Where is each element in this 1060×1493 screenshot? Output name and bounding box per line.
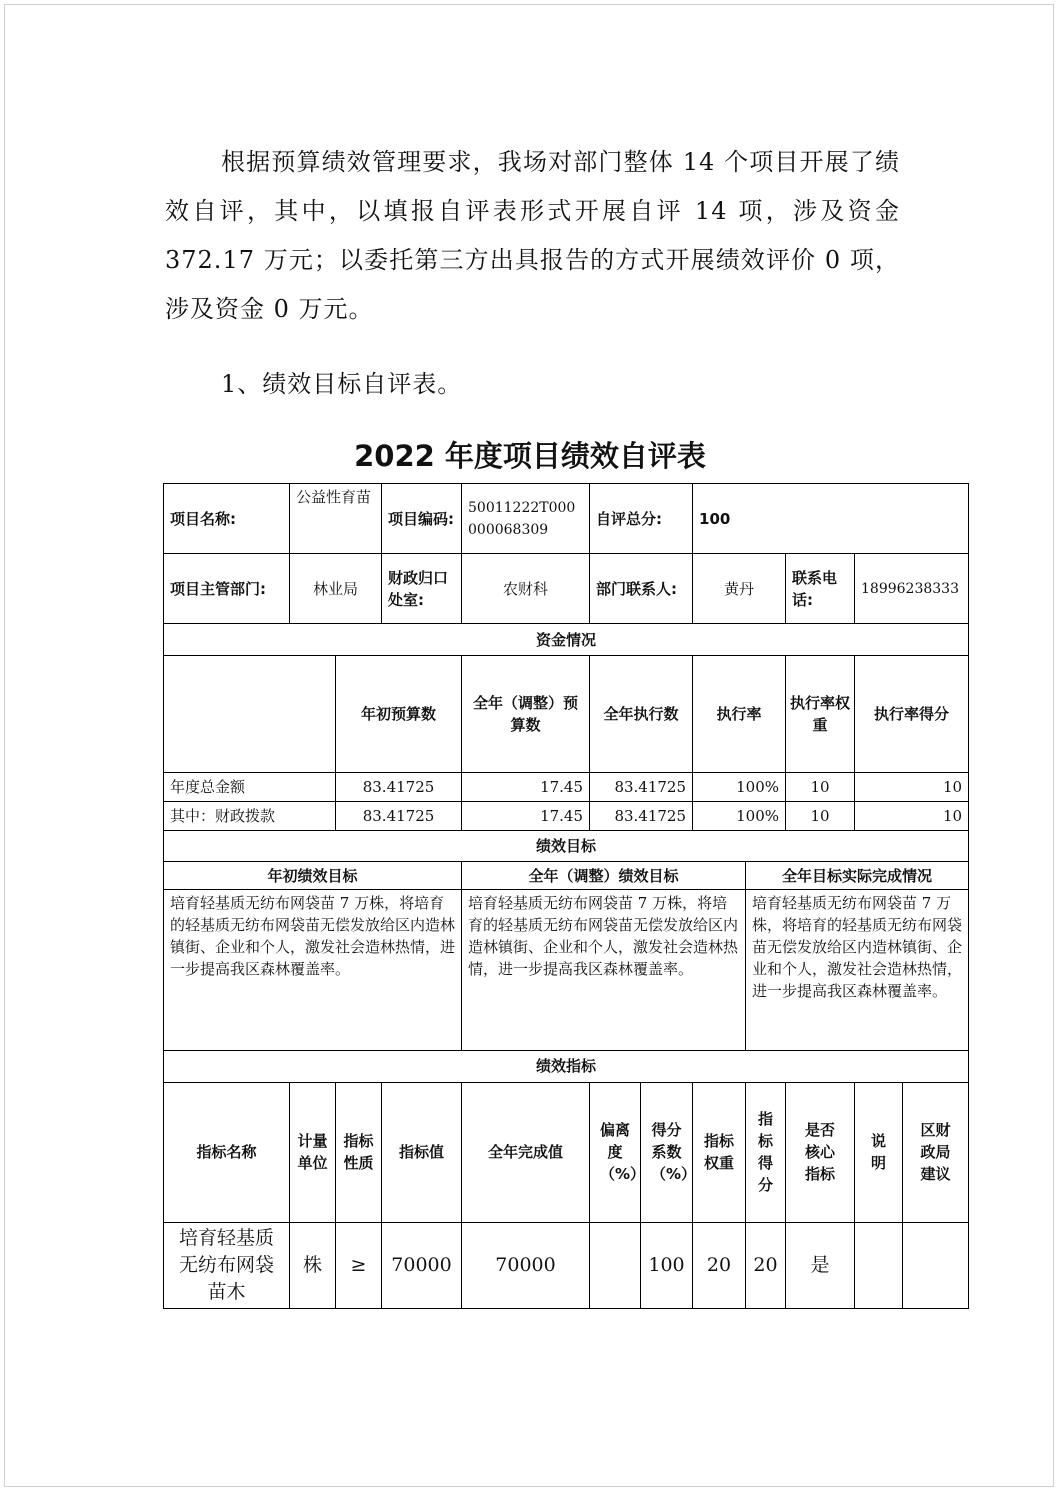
project-code-label: 项目编码: (382, 484, 462, 554)
funds-rate-value: 100% (693, 802, 786, 831)
ind-suggestion (903, 1222, 969, 1308)
intro-paragraph: 根据预算绩效管理要求，我场对部门整体 14 个项目开展了绩效自评，其中，以填报自评表形式开展自评 14 项，涉及资金 372.17 万元；以委托第三方出具报告的方式开展绩效评价 0 项，涉及资金 0 万元。 (165, 148, 900, 323)
indicators-section-title: 绩效指标 (164, 1050, 969, 1082)
ind-coef: 100 (641, 1222, 693, 1308)
funds-weight-value: 10 (786, 773, 855, 802)
ind-weight: 20 (693, 1222, 746, 1308)
funds-initial-value: 83.41725 (336, 802, 462, 831)
ind-header-suggestion: 区财政局建议 (903, 1082, 969, 1222)
ind-header-note: 说明 (855, 1082, 903, 1222)
ind-header-name: 指标名称 (164, 1082, 290, 1222)
goals-content-row (164, 890, 969, 1050)
ind-header-deviation: 偏离度（%） (590, 1082, 641, 1222)
project-row-2 (164, 554, 969, 624)
project-name-label: 项目名称: (164, 484, 290, 554)
contact-label: 部门联系人: (590, 554, 693, 624)
phone-label: 联系电话: (786, 554, 855, 624)
ind-actual: 70000 (462, 1222, 590, 1308)
dept-value: 林业局 (290, 554, 382, 624)
dept-label: 项目主管部门: (164, 554, 290, 624)
self-evaluation-table (163, 483, 969, 1309)
funds-rate-value: 100% (693, 773, 786, 802)
ind-note (855, 1222, 903, 1308)
ind-deviation (590, 1222, 641, 1308)
funds-executed-value: 83.41725 (590, 773, 693, 802)
indicators-section-row (164, 1050, 969, 1082)
self-score-value: 100 (693, 484, 969, 554)
contact-value: 黄丹 (693, 554, 786, 624)
funds-row-total (164, 773, 969, 802)
funds-header-rate: 执行率 (693, 656, 786, 773)
funds-header-row (164, 656, 969, 773)
ind-score: 20 (746, 1222, 786, 1308)
indicators-header-row (164, 1082, 969, 1222)
goals-initial-text: 培育轻基质无纺布网袋苗 7 万株，将培育的轻基质无纺布网袋苗无偿发放给区内造林镇街、企业和个人，激发社会造林热情，进一步提高我区森林覆盖率。 (164, 890, 462, 1050)
ind-header-coef: 得分系数（%） (641, 1082, 693, 1222)
funds-section-title: 资金情况 (164, 624, 969, 656)
funds-weight-value: 10 (786, 802, 855, 831)
ind-target: 70000 (382, 1222, 462, 1308)
finance-office-value: 农财科 (462, 554, 590, 624)
indicator-row (164, 1222, 969, 1308)
funds-score-value: 10 (855, 773, 969, 802)
funds-row-label: 年度总金额 (164, 773, 336, 802)
ind-core: 是 (786, 1222, 855, 1308)
finance-office-label: 财政归口处室: (382, 554, 462, 624)
ind-header-actual: 全年完成值 (462, 1082, 590, 1222)
funds-adjusted-value: 17.45 (462, 802, 590, 831)
ind-header-unit: 计量单位 (290, 1082, 336, 1222)
goals-header-actual: 全年目标实际完成情况 (746, 862, 969, 890)
goals-header-adjusted: 全年（调整）绩效目标 (462, 862, 746, 890)
goals-section-row (164, 831, 969, 862)
phone-value: 18996238333 (855, 554, 969, 624)
goals-section-title: 绩效目标 (164, 831, 969, 862)
goals-header-initial: 年初绩效目标 (164, 862, 462, 890)
ind-nature: ≥ (336, 1222, 382, 1308)
table-title: 2022 年度项目绩效自评表 (354, 439, 706, 473)
funds-header-weight: 执行率权重 (786, 656, 855, 773)
table-intro-paragraph: 1、绩效目标自评表。 (221, 370, 463, 398)
funds-header-initial: 年初预算数 (336, 656, 462, 773)
ind-header-core: 是否核心指标 (786, 1082, 855, 1222)
funds-executed-value: 83.41725 (590, 802, 693, 831)
funds-section-row (164, 624, 969, 656)
project-code-value: 50011222T000000068309 (462, 484, 590, 554)
funds-header-adjusted: 全年（调整）预算数 (462, 656, 590, 773)
funds-adjusted-value: 17.45 (462, 773, 590, 802)
funds-header-blank (164, 656, 336, 773)
ind-header-score: 指标得分 (746, 1082, 786, 1222)
goals-header-row (164, 862, 969, 890)
funds-row-label: 其中：财政拨款 (164, 802, 336, 831)
funds-initial-value: 83.41725 (336, 773, 462, 802)
funds-score-value: 10 (855, 802, 969, 831)
funds-header-score: 执行率得分 (855, 656, 969, 773)
funds-header-executed: 全年执行数 (590, 656, 693, 773)
ind-header-nature: 指标性质 (336, 1082, 382, 1222)
ind-name: 培育轻基质无纺布网袋苗木 (164, 1222, 290, 1308)
self-score-label: 自评总分: (590, 484, 693, 554)
project-name-value: 公益性育苗 (290, 484, 382, 554)
goals-adjusted-text: 培育轻基质无纺布网袋苗 7 万株，将培育的轻基质无纺布网袋苗无偿发放给区内造林镇街、企业和个人，激发社会造林热情，进一步提高我区森林覆盖率。 (462, 890, 746, 1050)
project-row-1 (164, 484, 969, 554)
ind-header-weight: 指标权重 (693, 1082, 746, 1222)
goals-actual-text: 培育轻基质无纺布网袋苗 7 万株，将培育的轻基质无纺布网袋苗无偿发放给区内造林镇街、企业和个人，激发社会造林热情，进一步提高我区森林覆盖率。 (746, 890, 969, 1050)
ind-unit: 株 (290, 1222, 336, 1308)
ind-header-target: 指标值 (382, 1082, 462, 1222)
funds-row-fiscal (164, 802, 969, 831)
